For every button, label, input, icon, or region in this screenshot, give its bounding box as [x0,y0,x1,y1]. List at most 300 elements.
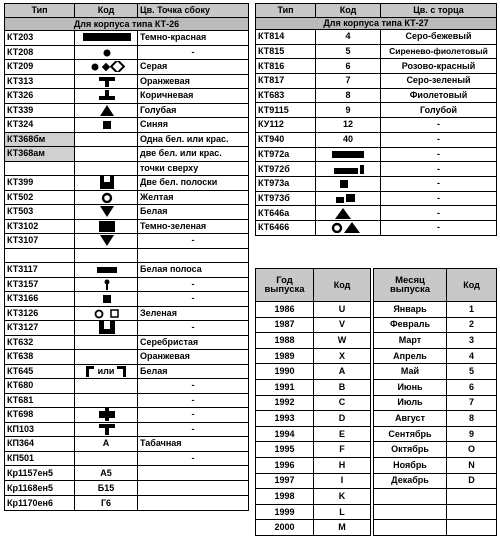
kt27-color-cell: Розово-красный [381,59,497,74]
year-cell: 1987 [256,317,314,333]
month-code-cell [447,520,497,536]
kt26-type-cell [5,161,75,176]
month-cell: Август [374,411,447,427]
kt27-code-cell [316,103,381,118]
month-row [374,395,497,411]
month-row [374,348,497,364]
kt26-row [5,74,249,89]
kt26-color-cell: - [138,45,249,60]
kt26-row [5,263,249,278]
kt26-code-cell [75,350,138,365]
kt26-code-cell [75,89,138,104]
month-row [374,504,497,520]
month-code-cell: N [447,457,497,473]
kt27-code-text: 5 [345,46,351,57]
marking-symbol-icon [318,149,378,160]
kt26-row [5,45,249,60]
kt27-color-cell: - [381,162,497,177]
kt26-color-cell [138,466,249,481]
year-cell: 1991 [256,379,314,395]
kt26-type-cell: КТ680 [5,379,75,394]
kt26-row [5,466,249,481]
kt27-subheader: Для корпуса типа КТ-27 [256,18,497,30]
marking-symbol-icon [77,47,135,58]
kt27-color-cell: - [381,220,497,235]
kt26-row [5,437,249,452]
kt26-type-cell: КП103 [5,422,75,437]
kt26-color-cell: - [138,292,249,307]
kt27-type-cell: КТ815 [256,44,316,59]
month-cell [374,520,447,536]
kt26-color-cell: Табачная [138,437,249,452]
kt27-type-cell: КТ683 [256,88,316,103]
kt26-type-cell: КТ645 [5,364,75,379]
kt26-header-color: Цв. Точка сбоку [138,4,249,18]
kt26-code-cell [75,496,138,511]
kt26-type-cell: КТ208 [5,45,75,60]
kt26-code-cell [75,481,138,496]
kt26-type-cell: КТ326 [5,89,75,104]
kt27-type-cell: КТ972б [256,162,316,177]
kt27-color-cell: - [381,191,497,206]
kt27-code-cell [316,74,381,89]
kt26-type-cell: КТ638 [5,350,75,365]
kt26-code-text: А [102,438,110,449]
kt26-row [5,292,249,307]
kt26-type-cell: КП501 [5,451,75,466]
kt27-type-cell: КТ973б [256,191,316,206]
year-row [256,379,371,395]
kt26-type-cell: КТ209 [5,60,75,75]
year-code-cell: E [314,426,371,442]
year-row [256,364,371,380]
kt27-marking-table [255,3,497,236]
kt26-marking-table [4,3,249,511]
marking-symbol-icon [77,264,135,275]
kt26-type-cell: Кр1170ен6 [5,496,75,511]
kt26-row [5,31,249,46]
month-code-cell: 2 [447,317,497,333]
year-cell: 1997 [256,473,314,489]
kt27-type-cell: КУ112 [256,118,316,133]
month-header-code: Код [447,269,497,302]
kt26-row [5,451,249,466]
kt26-row [5,408,249,423]
year-code-table [255,268,371,536]
kt26-row [5,321,249,336]
kt26-color-cell: Голубая [138,103,249,118]
kt26-color-cell [138,248,249,263]
kt27-code-cell [316,118,381,133]
kt26-code-cell [75,422,138,437]
marking-symbol-icon [85,366,95,376]
kt26-row [5,248,249,263]
kt27-color-cell: - [381,206,497,221]
year-row [256,473,371,489]
kt26-row [5,190,249,205]
marking-symbol-icon [318,208,378,219]
kt26-header-row [5,4,249,18]
kt27-row [256,206,497,221]
kt27-header-code: Код [316,4,381,18]
kt26-header-code: Код [75,4,138,18]
kt27-code-cell [316,162,381,177]
year-row [256,348,371,364]
kt27-color-cell: Фиолетовый [381,88,497,103]
kt26-type-cell: КТ324 [5,118,75,133]
month-code-cell: 7 [447,395,497,411]
month-cell: Сентябрь [374,426,447,442]
kt27-color-cell: Голубой [381,103,497,118]
year-code-cell: X [314,348,371,364]
kt26-code-cell [75,132,138,147]
kt27-row [256,118,497,133]
year-row [256,489,371,505]
kt26-row [5,118,249,133]
kt26-color-cell: Одна бел. или крас. [138,132,249,147]
month-cell [374,489,447,505]
month-row [374,426,497,442]
month-row [374,473,497,489]
kt27-color-cell: Серо-зеленый [381,74,497,89]
kt26-code-cell [75,45,138,60]
kt26-color-cell: - [138,379,249,394]
month-code-cell: O [447,442,497,458]
kt26-code-cell [75,161,138,176]
marking-symbol-icon [77,279,135,290]
year-cell: 1995 [256,442,314,458]
month-row [374,442,497,458]
month-row [374,411,497,427]
marking-symbol-icon [77,424,135,435]
month-row [374,379,497,395]
kt27-code-text: 7 [345,75,351,86]
kt26-code-text: А5 [100,467,112,478]
kt26-color-cell: - [138,451,249,466]
marking-symbol-icon [77,176,135,189]
kt27-type-cell: КТ972а [256,147,316,162]
kt26-code-cell [75,103,138,118]
kt26-code-cell [75,466,138,481]
year-row [256,442,371,458]
year-code-cell: U [314,302,371,318]
kt27-header-color: Цв. с торца [381,4,497,18]
kt26-code-cell [75,379,138,394]
kt27-code-cell [316,88,381,103]
kt27-code-cell [316,206,381,221]
kt27-color-cell: - [381,176,497,191]
kt27-type-cell: КТ817 [256,74,316,89]
kt26-type-cell: КТ3157 [5,277,75,292]
month-row [374,489,497,505]
kt26-color-cell: Коричневая [138,89,249,104]
kt26-type-cell: КТ339 [5,103,75,118]
marking-symbol-icon [77,221,135,232]
kt27-code-text: 9 [345,104,351,115]
kt26-color-cell: Оранжевая [138,74,249,89]
kt26-code-cell [75,118,138,133]
marking-symbol-icon [77,235,135,246]
month-header-row [374,269,497,302]
kt26-color-cell: Белая [138,205,249,220]
kt27-row [256,220,497,235]
kt27-color-cell: - [381,132,497,147]
year-cell: 1990 [256,364,314,380]
kt26-type-cell: КТ502 [5,190,75,205]
month-row [374,364,497,380]
month-cell: Май [374,364,447,380]
month-code-cell [447,489,497,505]
kt26-color-cell [138,496,249,511]
kt26-code-cell [75,234,138,249]
kt26-row [5,219,249,234]
kt27-type-cell: КТ973а [256,176,316,191]
month-row [374,302,497,318]
marking-symbol-icon [318,178,378,189]
marking-symbol-icon [77,321,135,334]
kt26-row [5,364,249,379]
kt27-row [256,74,497,89]
kt26-row [5,306,249,321]
kt26-type-cell: КТ3117 [5,263,75,278]
kt26-code-cell [75,321,138,336]
month-cell: Ноябрь [374,457,447,473]
kt26-color-cell: Белая полоса [138,263,249,278]
year-row [256,457,371,473]
year-code-cell: A [314,364,371,380]
kt27-color-cell: Сиренево-фиолетовый [381,44,497,59]
kt27-header-row [256,4,497,18]
year-cell: 1992 [256,395,314,411]
kt26-color-cell: - [138,234,249,249]
kt26-code-cell [75,74,138,89]
kt27-row [256,103,497,118]
month-header-month: Месяц выпуска [374,269,447,302]
kt26-row [5,496,249,511]
month-cell: Декабрь [374,473,447,489]
kt26-color-cell: Темно-красная [138,31,249,46]
kt26-type-cell: КТ313 [5,74,75,89]
kt26-type-cell: КТ368ам [5,147,75,162]
kt26-code-cell [75,248,138,263]
month-cell [374,504,447,520]
marking-symbol-icon [77,293,135,304]
month-code-cell: 9 [447,426,497,442]
year-row [256,317,371,333]
kt27-code-cell [316,132,381,147]
kt26-type-cell: Кр1157ен5 [5,466,75,481]
year-cell: 1989 [256,348,314,364]
year-code-cell: W [314,333,371,349]
year-code-cell: M [314,520,371,536]
kt26-code-cell [75,31,138,46]
kt26-color-cell: - [138,321,249,336]
kt26-row [5,234,249,249]
kt26-type-cell [5,248,75,263]
kt26-row [5,147,249,162]
kt27-color-cell: - [381,118,497,133]
kt26-color-cell: Серая [138,60,249,75]
marking-symbol-icon [318,193,378,204]
kt26-subheader-row [5,18,249,31]
year-row [256,395,371,411]
kt27-row [256,59,497,74]
kt26-row [5,277,249,292]
kt26-code-cell [75,190,138,205]
kt27-code-cell [316,176,381,191]
kt26-code-cell [75,277,138,292]
marking-symbol-icon [77,105,135,116]
kt26-color-cell: Серебристая [138,335,249,350]
kt26-color-cell: Темно-зеленая [138,219,249,234]
month-cell: Июнь [374,379,447,395]
kt26-type-cell: КТ681 [5,393,75,408]
year-row [256,333,371,349]
year-header-code: Код [314,269,371,302]
marking-symbol-icon [117,366,127,376]
kt26-row [5,60,249,75]
kt26-row [5,103,249,118]
marking-symbol-icon [77,90,135,101]
month-row [374,333,497,349]
kt27-color-cell: - [381,147,497,162]
kt26-code-text: Г6 [100,497,112,508]
kt27-code-text: 4 [345,31,351,42]
year-cell: 1986 [256,302,314,318]
kt27-code-cell [316,30,381,45]
year-header-year: Год выпуска [256,269,314,302]
month-code-cell: 6 [447,379,497,395]
kt26-code-cell [75,451,138,466]
year-cell: 1994 [256,426,314,442]
kt26-color-cell: Желтая [138,190,249,205]
year-row [256,520,371,536]
month-cell: Октябрь [374,442,447,458]
kt27-code-text: 40 [342,134,353,145]
month-code-cell: 5 [447,364,497,380]
kt26-subheader: Для корпуса типа КТ-26 [5,18,249,31]
kt26-row [5,161,249,176]
kt26-type-cell: КТ3102 [5,219,75,234]
year-code-cell: F [314,442,371,458]
kt27-color-cell: Серо-бежевый [381,30,497,45]
marking-symbol-icon [77,32,135,43]
kt26-row [5,335,249,350]
kt26-type-cell: КТ203 [5,31,75,46]
kt26-type-cell: КТ3166 [5,292,75,307]
kt27-subheader-row [256,18,497,30]
kt26-color-cell: - [138,408,249,423]
or-text: или [97,365,115,376]
kt26-code-cell [75,219,138,234]
kt27-type-cell: КТ6466 [256,220,316,235]
kt26-row [5,350,249,365]
kt26-code-cell [75,393,138,408]
year-code-cell: K [314,489,371,505]
kt27-type-cell: КТ646а [256,206,316,221]
marking-symbol-icon [318,222,378,233]
kt26-color-cell: Зеленая [138,306,249,321]
kt26-code-cell [75,335,138,350]
year-cell: 1988 [256,333,314,349]
kt26-color-cell: Две бел. полоски [138,176,249,191]
kt26-code-cell [75,205,138,220]
year-code-cell: I [314,473,371,489]
kt26-color-cell: Синяя [138,118,249,133]
kt26-color-cell: Оранжевая [138,350,249,365]
kt27-code-cell [316,220,381,235]
kt26-type-cell: КТ399 [5,176,75,191]
year-row [256,302,371,318]
year-code-cell: C [314,395,371,411]
month-code-table [373,268,497,536]
year-code-cell: H [314,457,371,473]
kt27-row [256,30,497,45]
kt26-row [5,379,249,394]
year-code-cell: L [314,504,371,520]
month-cell: Июль [374,395,447,411]
kt27-code-text: 6 [345,60,351,71]
marking-symbol-icon [77,119,135,130]
month-cell: Апрель [374,348,447,364]
kt27-row [256,176,497,191]
kt27-row [256,88,497,103]
marking-symbol-icon [77,206,135,217]
kt27-row [256,147,497,162]
kt27-code-cell [316,44,381,59]
month-code-cell [447,504,497,520]
month-code-cell: D [447,473,497,489]
kt26-code-cell [75,306,138,321]
year-header-row [256,269,371,302]
year-cell: 1996 [256,457,314,473]
kt26-color-cell: точки сверху [138,161,249,176]
month-row [374,520,497,536]
kt26-row [5,422,249,437]
kt27-type-cell: КТ9115 [256,103,316,118]
kt27-code-cell [316,147,381,162]
year-code-cell: V [314,317,371,333]
year-code-cell: D [314,411,371,427]
marking-symbol-icon [77,61,135,72]
kt26-type-cell: КТ3127 [5,321,75,336]
kt26-code-cell [75,437,138,452]
kt26-color-cell: две бел. или крас. [138,147,249,162]
kt26-color-cell: - [138,422,249,437]
kt26-row [5,481,249,496]
kt27-type-cell: КТ940 [256,132,316,147]
kt26-code-text: Б15 [97,482,115,493]
kt26-code-cell [75,292,138,307]
kt26-color-cell: - [138,277,249,292]
kt26-type-cell: КТ368бм [5,132,75,147]
kt27-type-cell: КТ816 [256,59,316,74]
kt26-code-cell [75,263,138,278]
kt26-code-cell [75,364,138,379]
kt27-code-text: 12 [342,119,353,130]
month-code-cell: 1 [447,302,497,318]
month-code-cell: 3 [447,333,497,349]
kt26-row [5,89,249,104]
month-row [374,457,497,473]
kt27-row [256,162,497,177]
kt26-color-cell: - [138,393,249,408]
kt27-row [256,132,497,147]
year-cell: 1993 [256,411,314,427]
kt26-type-cell: КТ3107 [5,234,75,249]
marking-symbol-icon [77,192,135,203]
year-code-cell: B [314,379,371,395]
